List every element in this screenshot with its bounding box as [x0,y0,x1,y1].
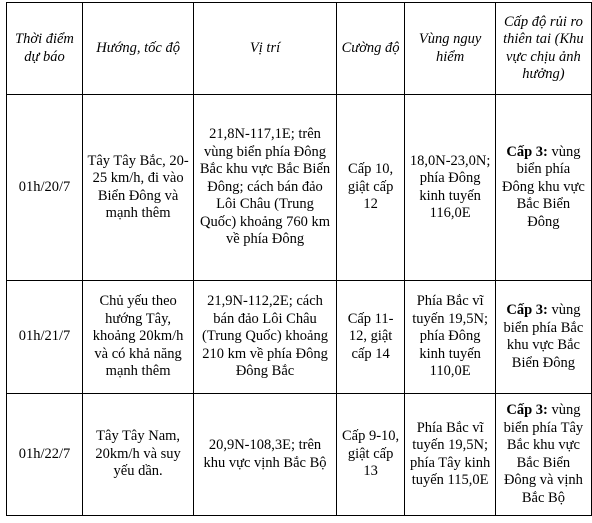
cell-time: 01h/21/7 [7,281,83,394]
cell-direction: Tây Tây Nam, 20km/h và suy yếu dần. [82,394,193,516]
cell-direction: Chủ yếu theo hướng Tây, khoảng 20km/h và có khả năng mạnh thêm [82,281,193,394]
cell-position: 21,8N-117,1E; trên vùng biển phía Đông Bắc khu vực Bắc Biển Đông; cách bán đảo Lôi Châu (Trung Quốc) khoảng 760 km về phía Đông [194,95,337,281]
risk-level-label: Cấp 3: [506,143,548,160]
header-row [7,3,592,95]
cell-position: 20,9N-108,3E; trên khu vực vịnh Bắc Bộ [194,394,337,516]
table-row [7,281,592,394]
cell-intensity: Cấp 10, giật cấp 12 [336,95,405,281]
header-position: Vị trí [194,3,337,95]
table-row [7,394,592,516]
risk-level-label: Cấp 3: [506,302,548,318]
cell-direction: Tây Tây Bắc, 20-25 km/h, đi vào Biển Đông và mạnh thêm [82,95,193,281]
cell-intensity: Cấp 11-12, giật cấp 14 [336,281,405,394]
header-time: Thời điểm dự báo [7,3,83,95]
forecast-table [6,2,592,516]
cell-danger-zone: 18,0N-23,0N; phía Đông kinh tuyến 116,0E [405,95,495,281]
header-danger-zone: Vùng nguy hiểm [405,3,495,95]
risk-area-text: vùng biển phía Tây Bắc khu vực Bắc Biển Đông và vịnh Bắc Bộ [503,402,584,506]
table-row [7,95,592,281]
cell-risk [495,394,591,516]
cell-risk [495,281,591,394]
cell-intensity: Cấp 9-10, giật cấp 13 [336,394,405,516]
cell-danger-zone: Phía Bắc vĩ tuyến 19,5N; phía Tây kinh tuyến 115,0E [405,394,495,516]
header-intensity: Cường độ [336,3,405,95]
risk-area-text: vùng biển phía Đông khu vực Bắc Biển Đông [502,143,585,230]
cell-risk [495,95,591,281]
cell-danger-zone: Phía Bắc vĩ tuyến 19,5N; phía Đông kinh tuyến 110,0E [405,281,495,394]
risk-area-text: vùng biển phía Bắc khu vực Bắc Biển Đông [503,302,584,371]
cell-time: 01h/22/7 [7,394,83,516]
cell-time: 01h/20/7 [7,95,83,281]
cell-position: 21,9N-112,2E; cách bán đảo Lôi Châu (Trung Quốc) khoảng 210 km về phía Đông Đông Bắc [194,281,337,394]
header-risk-level: Cấp độ rủi ro thiên tai (Khu vực chịu ảnh hưởng) [495,3,591,95]
risk-level-label: Cấp 3: [506,402,548,418]
header-direction: Hướng, tốc độ [82,3,193,95]
